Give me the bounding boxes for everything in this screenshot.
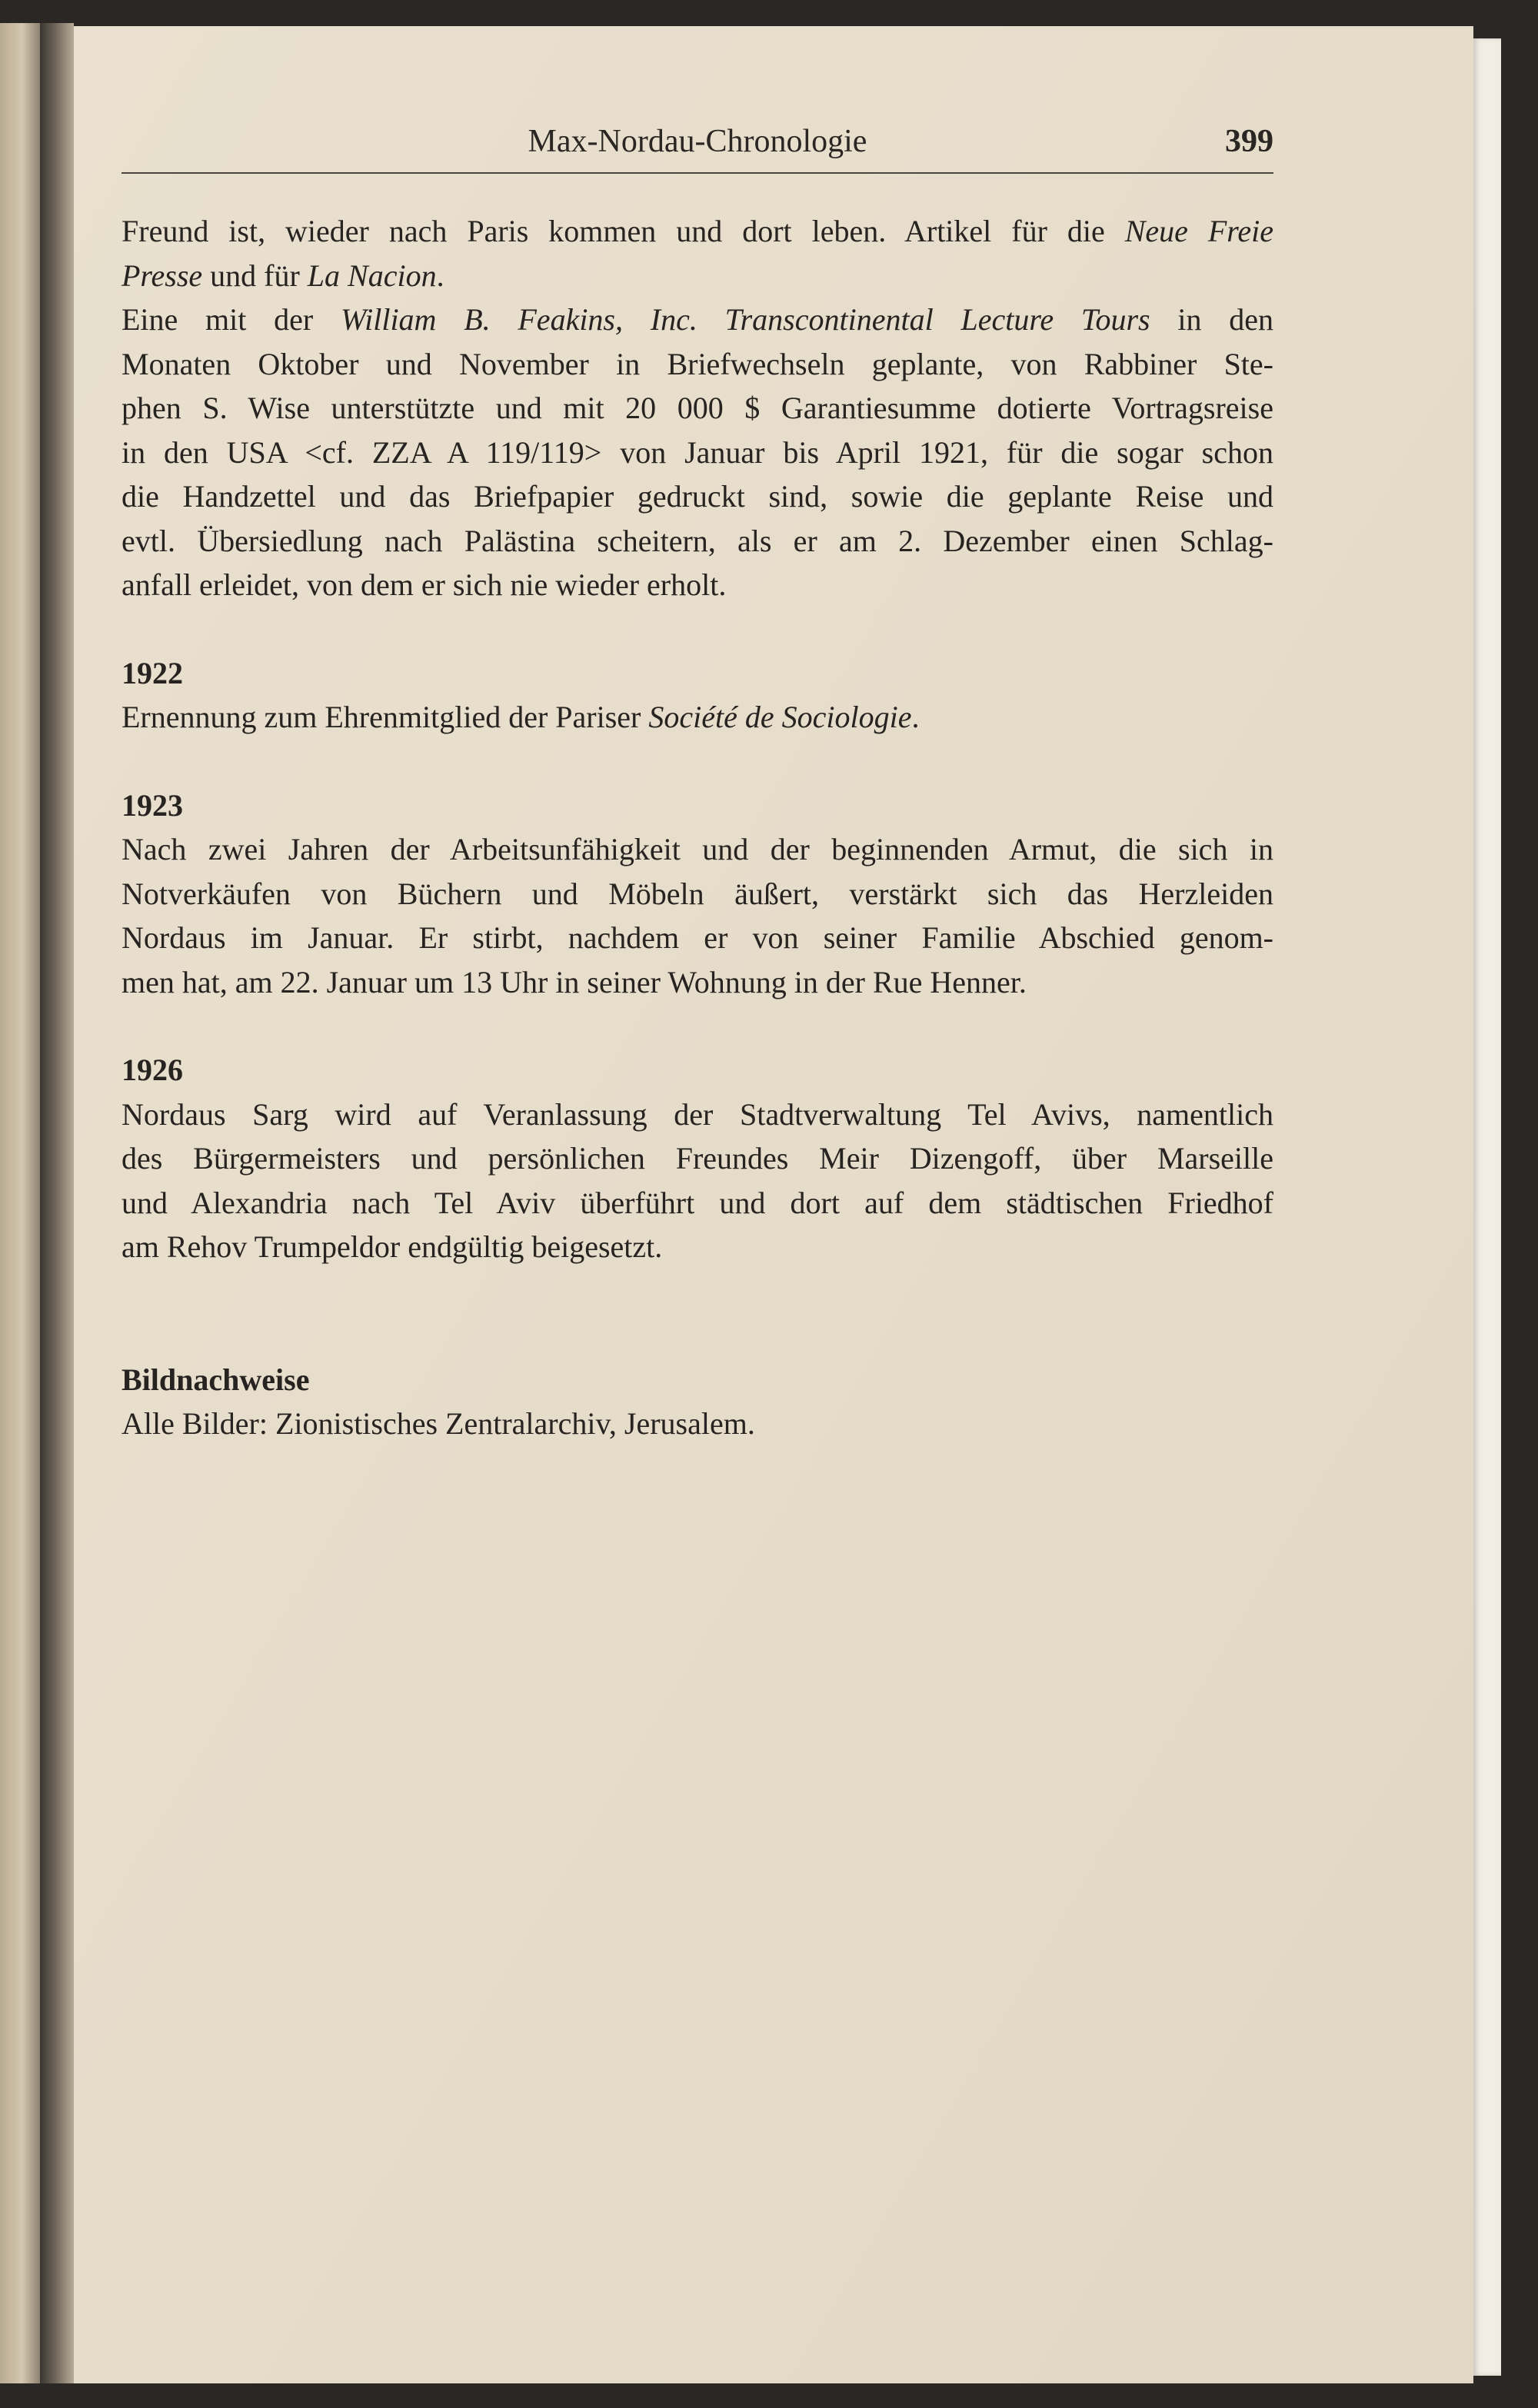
text-run: Eine mit der: [122, 302, 341, 337]
spacer: [122, 740, 1273, 783]
entry-1923: [122, 783, 1273, 1005]
text-line: Monaten Oktober und November in Briefwechseln geplante, von Rabbiner Ste-: [122, 346, 1273, 381]
text-line: [122, 298, 1273, 342]
credits-text: Alle Bilder: Zionistisches Zentralarchiv, Jerusalem.: [122, 1406, 755, 1441]
text-line: [122, 254, 1273, 298]
entry-1926: [122, 1048, 1273, 1269]
text-line: und Alexandria nach Tel Aviv überführt und dort auf dem städtischen Friedhof: [122, 1185, 1273, 1220]
year-heading: 1922: [122, 655, 183, 690]
continuation-paragraph: [122, 209, 1273, 607]
spacer: [122, 607, 1273, 651]
text-line: anfall erleidet, von dem er sich nie wieder erholt.: [122, 567, 727, 602]
text-line: in den USA <cf. ZZA A 119/119> von Januar bis April 1921, für die sogar schon: [122, 434, 1273, 470]
page-number: 399: [1225, 124, 1273, 159]
year-heading: 1926: [122, 1053, 183, 1087]
running-head: [122, 114, 1273, 174]
image-credits: [122, 1358, 1273, 1446]
italic-title: Neue Freie: [1124, 214, 1273, 248]
page-stack-edge: [1473, 38, 1501, 2376]
italic-title: La Nacion: [307, 258, 437, 293]
italic-title: William B. Feakins, Inc. Transcontinental Lecture Tours: [340, 302, 1150, 337]
text-line: die Handzettel und das Briefpapier gedruckt sind, sowie die geplante Reise und: [122, 479, 1273, 514]
text-run: in den: [1150, 302, 1274, 337]
entry-1922: [122, 651, 1273, 740]
credits-heading: Bildnachweise: [122, 1362, 310, 1397]
text-line: men hat, am 22. Januar um 13 Uhr in seiner Wohnung in der Rue Henner.: [122, 964, 1027, 999]
text-run: Ernennung zum Ehrenmitglied der Pariser: [122, 700, 649, 734]
spacer: [122, 1269, 1273, 1358]
book-gutter: [40, 23, 74, 2383]
text-line: [122, 209, 1273, 254]
text-line: am Rehov Trumpeldor endgültig beigesetzt.: [122, 1229, 663, 1264]
text-line: [122, 695, 1273, 740]
text-line: Nach zwei Jahren der Arbeitsunfähigkeit und der beginnenden Armut, die sich in: [122, 832, 1273, 866]
text-run: und für: [202, 258, 308, 293]
previous-page-edge: [0, 23, 40, 2383]
text-line: phen S. Wise unterstützte und mit 20 000 $ Garantiesumme dotierte Vortragsreise: [122, 391, 1273, 425]
text-run: .: [436, 258, 444, 293]
italic-title: Presse: [122, 258, 203, 293]
year-heading: 1923: [122, 787, 183, 823]
text-line: Nordaus im Januar. Er stirbt, nachdem er von seiner Familie Abschied genom-: [122, 920, 1273, 955]
italic-title: Société de Sociologie: [648, 700, 912, 734]
text-run: .: [911, 700, 920, 734]
text-line: des Bürgermeisters und persönlichen Freundes Meir Dizengoff, über Marseille: [122, 1141, 1273, 1176]
page-body: [122, 209, 1273, 1446]
text-line: evtl. Übersiedlung nach Palästina scheitern, als er am 2. Dezember einen Schlag-: [122, 523, 1273, 558]
text-line: Nordaus Sarg wird auf Veranlassung der Stadtverwaltung Tel Avivs, namentlich: [122, 1096, 1273, 1132]
text-run: Freund ist, wieder nach Paris kommen und dort leben. Artikel für die: [122, 214, 1125, 248]
text-line: Notverkäufen von Büchern und Möbeln äußert, verstärkt sich das Herzleiden: [122, 876, 1273, 911]
running-head-title: Max-Nordau-Chronologie: [528, 124, 867, 159]
spacer: [122, 1004, 1273, 1048]
